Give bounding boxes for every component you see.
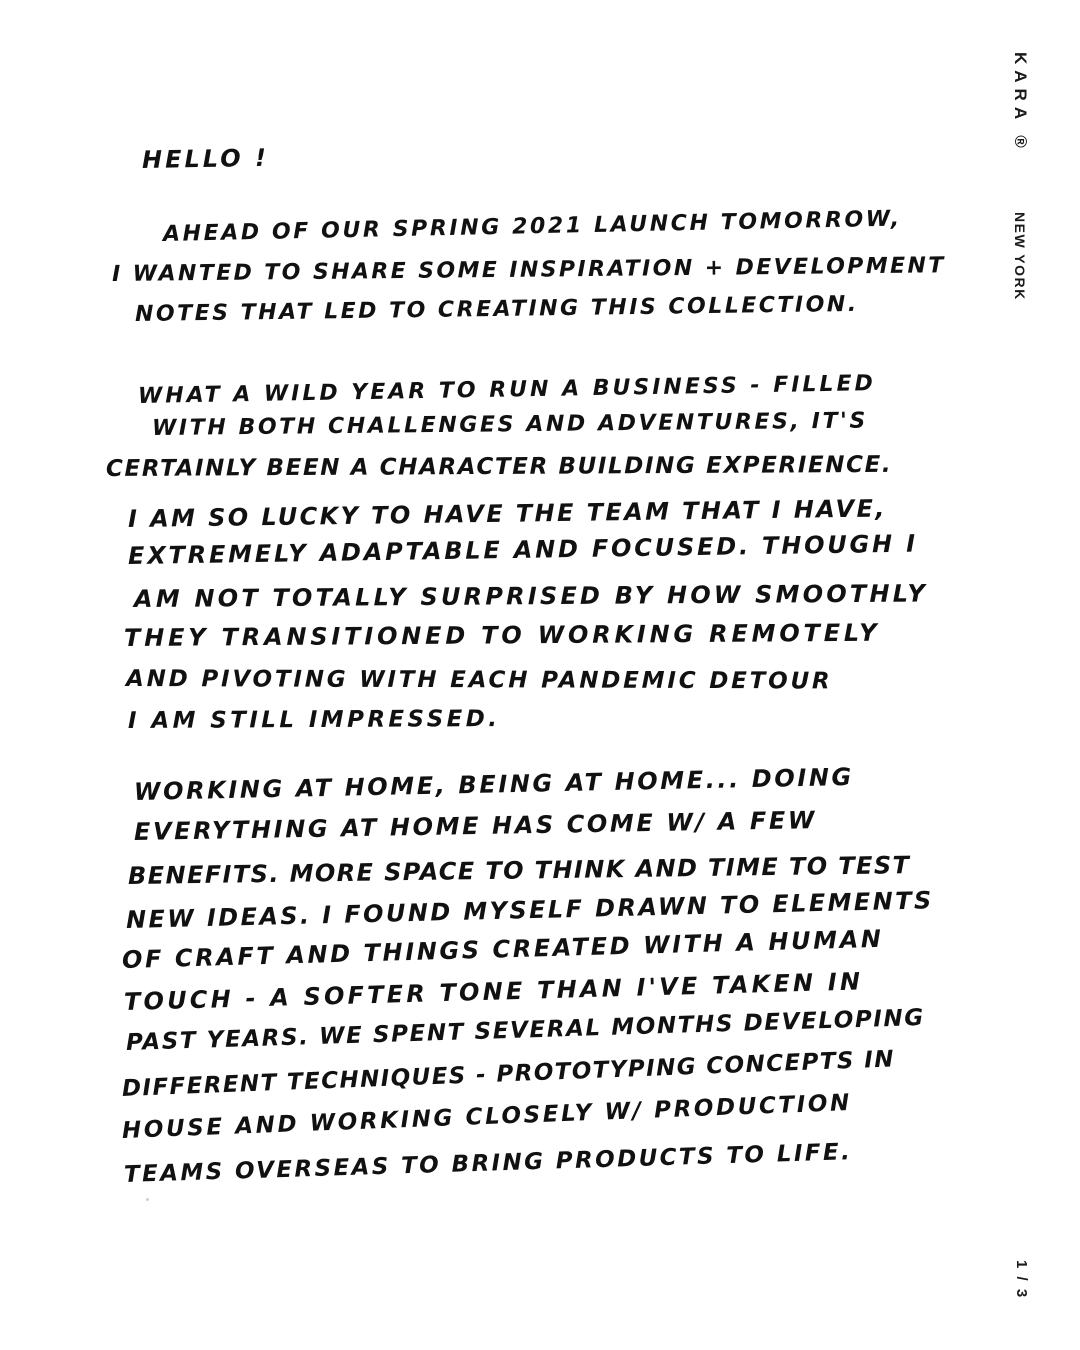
- letter-line: NOTES THAT LED TO CREATING THIS COLLECTION.: [134, 291, 859, 327]
- brand-location: NEW YORK: [1012, 212, 1028, 301]
- letter-line: AM NOT TOTALLY SURPRISED BY HOW SMOOTHLY: [133, 579, 929, 613]
- side-rail: [1000, 0, 1080, 1350]
- letter-line: EXTREMELY ADAPTABLE AND FOCUSED. THOUGH I: [127, 529, 919, 570]
- letter-line: THEY TRANSITIONED TO WORKING REMOTELY: [123, 618, 881, 652]
- letter-line: TEAMS OVERSEAS TO BRING PRODUCTS TO LIFE.: [123, 1139, 853, 1188]
- letter-line: NEW IDEAS. I FOUND MYSELF DRAWN TO ELEMENTS: [125, 886, 934, 934]
- letter-line: BENEFITS. MORE SPACE TO THINK AND TIME TO TEST: [127, 851, 911, 890]
- letter-line: I WANTED TO SHARE SOME INSPIRATION + DEVELOPMENT: [111, 253, 946, 287]
- letter-line: I AM STILL IMPRESSED.: [127, 706, 501, 734]
- letter-line: PAST YEARS. WE SPENT SEVERAL MONTHS DEVELOPING: [125, 1004, 926, 1056]
- brand-logo-text: KARA ®: [1011, 52, 1030, 154]
- letter-greeting: HELLO !: [141, 143, 270, 174]
- letter-line: CERTAINLY BEEN A CHARACTER BUILDING EXPERIENCE.: [105, 451, 893, 482]
- letter-line: WHAT A WILD YEAR TO RUN A BUSINESS - FILLED: [137, 371, 876, 409]
- letter-line: WORKING AT HOME, BEING AT HOME... DOING: [133, 762, 855, 806]
- letter-line: TOUCH - A SOFTER TONE THAN I'VE TAKEN IN: [123, 967, 864, 1016]
- letter-line: EVERYTHING AT HOME HAS COME W/ A FEW: [133, 806, 818, 846]
- letter-line: AND PIVOTING WITH EACH PANDEMIC DETOUR: [125, 666, 833, 695]
- letter-line: AHEAD OF OUR SPRING 2021 LAUNCH TOMORROW,: [162, 206, 902, 247]
- letter-line: HOUSE AND WORKING CLOSELY W/ PRODUCTION: [121, 1089, 853, 1144]
- page-indicator: 1 / 3: [1013, 1260, 1030, 1300]
- letter-line: WITH BOTH CHALLENGES AND ADVENTURES, IT'S: [151, 408, 869, 441]
- paper-speck: [146, 1198, 149, 1201]
- letter-line: OF CRAFT AND THINGS CREATED WITH A HUMAN: [121, 924, 884, 974]
- letter-line: I AM SO LUCKY TO HAVE THE TEAM THAT I HAVE,: [127, 494, 888, 533]
- letter-line: DIFFERENT TECHNIQUES - PROTOTYPING CONCEPTS IN: [121, 1046, 896, 1102]
